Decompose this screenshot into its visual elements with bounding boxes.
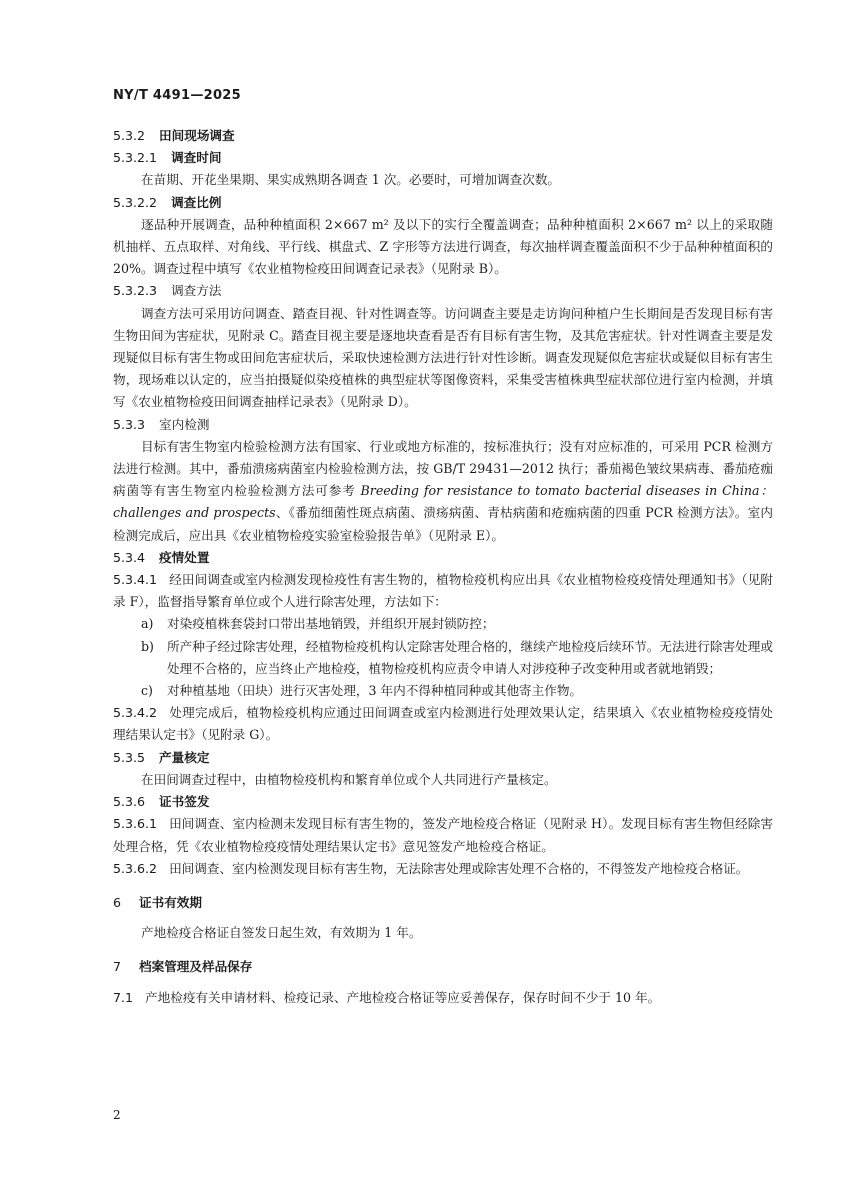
paragraph: 在田间调查过程中，由植物检疫机构和繁育单位或个人共同进行产量核定。 — [141, 771, 557, 787]
clause-5-3-4-1 — [113, 569, 773, 613]
heading-5-3-6 — [113, 791, 773, 813]
reference-title: Breeding for resistance to tomato bacterial diseases in China：challenges and prospects — [113, 483, 773, 521]
paragraph: 产地检疫合格证自签发日起生效，有效期为 1 年。 — [141, 925, 422, 941]
section-title: 调查比例 — [171, 194, 222, 210]
heading-5-3-4 — [113, 547, 773, 569]
heading-5-3-2 — [113, 125, 773, 147]
list-marker: c) — [141, 683, 153, 699]
clause-5-3-6-2 — [113, 858, 773, 880]
clause-number: 5.3.4.1 — [113, 572, 158, 588]
clause-text: 处理完成后，植物检疫机构应通过田间调查或室内检测进行处理效果认定，结果填入《农业植物检疫疫情处理结果认定书》（见附录 G）。 — [113, 705, 773, 743]
clause-text: 经田间调查或室内检测发现检疫性有害生物的，植物检疫机构应出具《农业植物检疫疫情处理通知书》（见附录 F），监督指导繁育单位或个人进行除害处理，方法如下： — [113, 572, 773, 610]
heading-6 — [113, 892, 773, 914]
list-item — [113, 613, 773, 635]
list-text: 所产种子经过除害处理，经植物检疫机构认定除害处理合格的，继续产地检疫后续环节。无法进行除害处理或处理不合格的，应当终止产地检疫，植物检疫机构应责令申请人对涉疫种子改变种用或者就地销毁； — [167, 638, 773, 676]
section-title: 室内检测 — [159, 416, 210, 432]
heading-5-3-5 — [113, 747, 773, 769]
paragraph-text: 目标有害生物室内检验检测方法有国家、行业或地方标准的，按标准执行；没有对应标准的，可采用 PCR 检测方法进行检测。其中，番茄溃疡病菌室内检验检测方法，按 GB/T 29431—2012 执行；番茄褐色皱纹果病毒、番茄疮痂病菌等有害生物室内检验检测方法可参考 — [113, 438, 773, 499]
section-title: 调查时间 — [171, 150, 222, 166]
section-title: 产量核定 — [159, 749, 210, 765]
heading-5-3-2-3 — [113, 280, 773, 302]
heading-5-3-2-1 — [113, 147, 773, 169]
clause-text: 田间调查、室内检测发现目标有害生物，无法除害处理或除害处理不合格的，不得签发产地检疫合格证。 — [169, 860, 749, 876]
clause-text: 田间调查、室内检测未发现目标有害生物的，签发产地检疫合格证（见附录 H）。发现目标有害生物但经除害处理合格，凭《农业植物检疫疫情处理结果认定书》意见签发产地检疫合格证。 — [113, 816, 773, 854]
paragraph-text: 、《番茄细菌性斑点病菌、溃疡病菌、青枯病菌和疮痂病菌的四重 PCR 检测方法》。室内检测完成后，应出具《农业植物检疫实验室检验报告单》（见附录 E）。 — [113, 505, 773, 543]
clause-text: 产地检疫有关申请材料、检疫记录、产地检疫合格证等应妥善保存，保存时间不少于 10 年。 — [145, 989, 661, 1005]
section-title: 证书签发 — [159, 794, 210, 810]
section-number: 5.3.6 — [113, 794, 146, 810]
section-number: 5.3.2.1 — [113, 150, 158, 166]
clause-number: 5.3.4.2 — [113, 705, 158, 721]
paragraph: 逐品种开展调查，品种种植面积 2×667 m² 及以下的实行全覆盖调查；品种种植面积 2×667 m² 以上的采取随机抽样、五点取样、对角线、平行线、棋盘式、Z 字形等方法进行调查，每次抽样调查覆盖面积不少于品种种植面积的 20%。调查过程中填写《农业植物检疫田间调查记录表》（见附录 B）。 — [113, 216, 773, 277]
list-marker: b) — [141, 638, 154, 654]
section-number: 7 — [113, 959, 122, 975]
heading-7 — [113, 956, 773, 978]
page-number: 2 — [113, 1108, 121, 1122]
clause-number: 5.3.6.2 — [113, 860, 158, 876]
section-title: 调查方法 — [171, 283, 222, 299]
document-body — [113, 125, 773, 1009]
list-item — [113, 636, 773, 680]
section-number: 5.3.4 — [113, 549, 146, 565]
section-number: 5.3.5 — [113, 749, 146, 765]
heading-5-3-3 — [113, 414, 773, 436]
section-title: 证书有效期 — [139, 894, 202, 910]
clause-7-1 — [113, 987, 773, 1009]
section-number: 6 — [113, 894, 122, 910]
clause-number: 5.3.6.1 — [113, 816, 158, 832]
heading-5-3-2-2 — [113, 192, 773, 214]
paragraph: 在苗期、开花坐果期、果实成熟期各调查 1 次。必要时，可增加调查次数。 — [141, 172, 561, 188]
clause-5-3-4-2 — [113, 702, 773, 746]
section-number: 5.3.3 — [113, 416, 146, 432]
paragraph: 调查方法可采用访问调查、踏查目视、针对性调查等。访问调查主要是走访询问种植户生长期间是否发现目标有害生物田间为害症状，见附录 C。踏查目视主要是逐地块查看是否有目标有害生物，及其危害症状。针对性调查主要是发现疑似目标有害生物或田间危害症状后，采取快速检测方法进行针对性诊断。调查发现疑似危害症状或疑似目标有害生物，现场难以认定的，应当拍摄疑似染疫植株的典型症状等图像资料，采集受害植株典型症状部位进行室内检测，并填写《农业植物检疫田间调查抽样记录表》（见附录 D）。 — [113, 305, 773, 410]
clause-5-3-6-1 — [113, 813, 773, 857]
section-title: 疫情处置 — [159, 549, 210, 565]
standard-code: NY/T 4491—2025 — [113, 88, 241, 103]
section-title: 田间现场调查 — [159, 128, 235, 143]
list-text: 对种植基地（田块）进行灭害处理，3 年内不得种植同种或其他寄主作物。 — [167, 683, 583, 699]
section-number: 5.3.2 — [113, 128, 146, 143]
section-number: 5.3.2.2 — [113, 194, 158, 210]
paragraph — [113, 436, 773, 547]
section-number: 5.3.2.3 — [113, 283, 158, 299]
list-item — [113, 680, 773, 702]
list-marker: a) — [141, 616, 154, 632]
section-title: 档案管理及样品保存 — [139, 959, 253, 975]
clause-number: 7.1 — [113, 989, 134, 1005]
list-text: 对染疫植株套袋封口带出基地销毁，并组织开展封锁防控； — [167, 616, 495, 632]
